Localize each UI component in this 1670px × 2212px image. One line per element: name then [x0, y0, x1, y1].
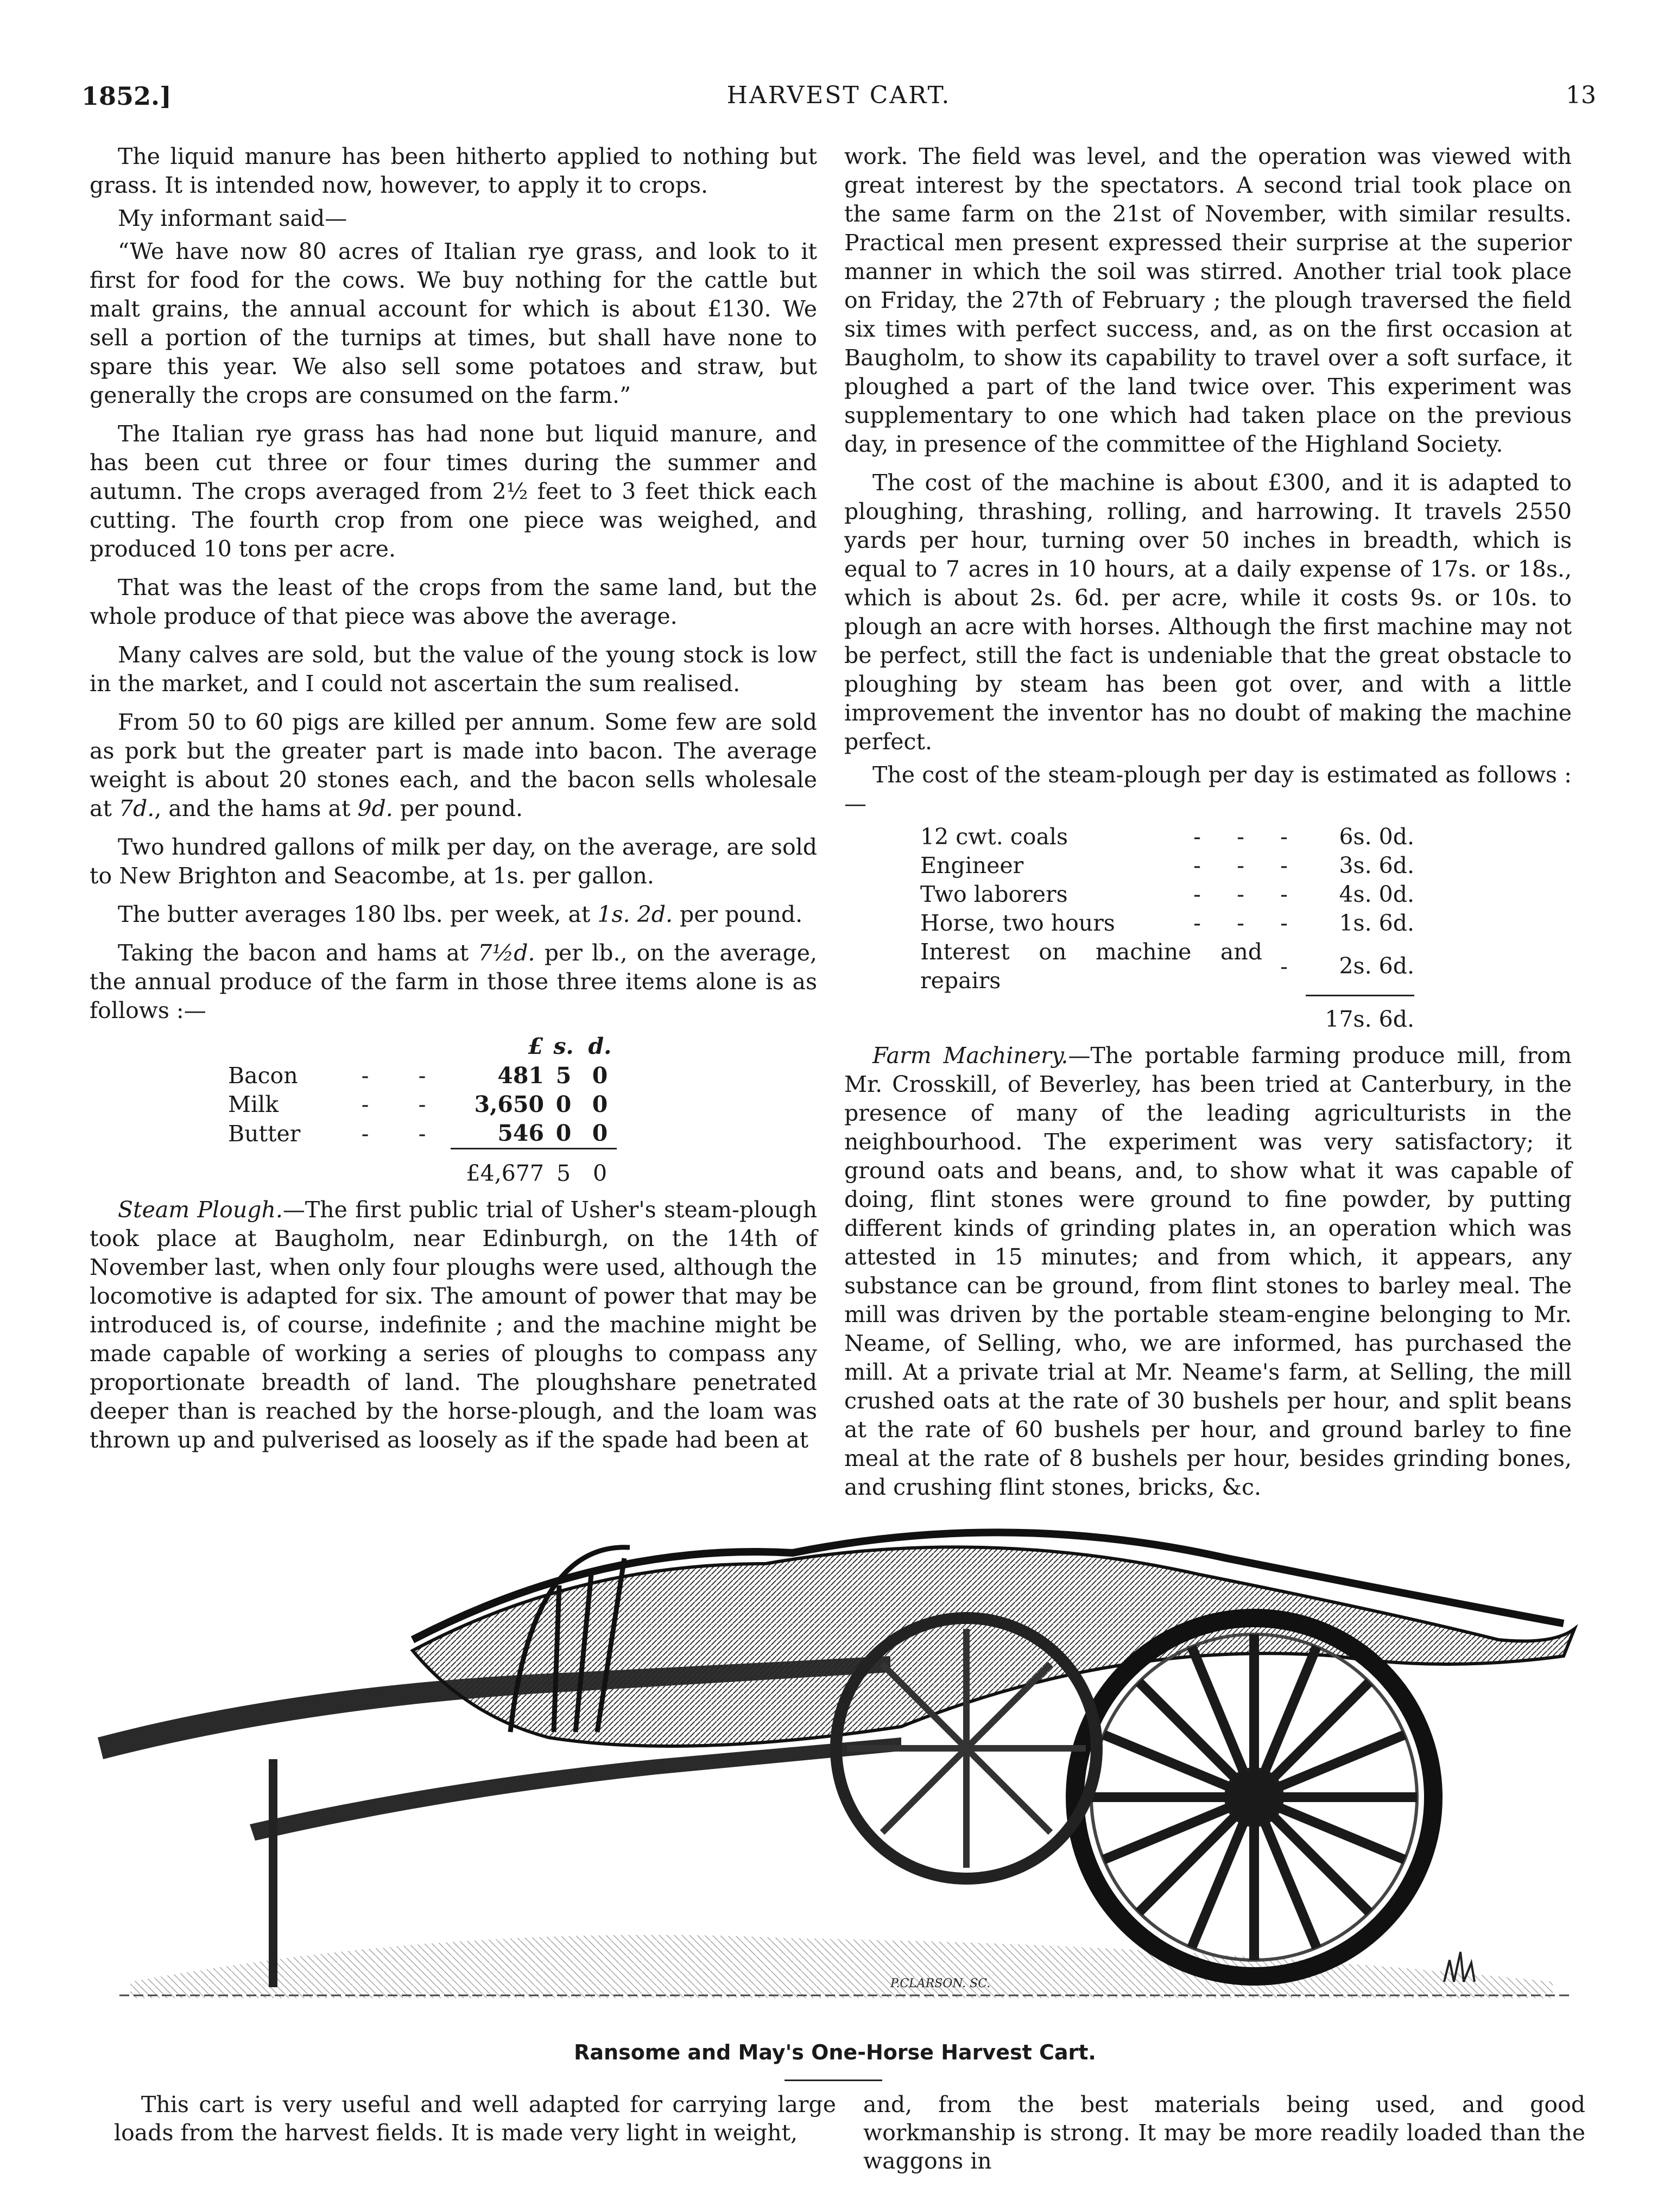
cart-engraving	[87, 1477, 1585, 2020]
paragraph: The Italian rye grass has had none but liquid manure, and has been cut three or four times during the summer and autumn. The crops averaged from 2½ feet to 3 feet thick each cutting. The fourth crop from one piece was weighed, and produced 10 tons per acre.	[90, 421, 817, 562]
produce-table	[228, 1032, 617, 1188]
paragraph: Two hundred gallons of milk per day, on the average, are sold to New Brighton and Seacombe, at 1s. per gallon.	[90, 834, 817, 889]
table-row: Butter - - 546 0 0	[228, 1120, 608, 1147]
column-header-shillings: s.	[553, 1033, 574, 1059]
cart-body	[413, 1547, 1574, 1746]
header-title: HARVEST CART.	[726, 81, 951, 109]
paragraph: Many calves are sold, but the value of the young stock is low in the market, and I could not ascertain the sum realised.	[90, 642, 817, 697]
header-page-number: 13	[1566, 81, 1596, 109]
bottom-right-text: and, from the best materials being used, and good workmanship is strong. It may be more readily loaded than the waggons in	[863, 2091, 1585, 2174]
cost-table	[920, 823, 1414, 1034]
quote-paragraph: “We have now 80 acres of Italian rye grass, and look to it first for food for the cows. We buy nothing for the cattle but malt grains, the annual account for which is about £130. We sell a portion of the turnips at times, but shall have none to spare this year. We also sell some potatoes and straw, but generally the crops are consumed on the farm.”	[90, 238, 817, 408]
cart-wheel-large	[1075, 1618, 1433, 1976]
figure-caption: Ransome and May's One-Horse Harvest Cart.	[574, 2040, 1096, 2064]
table-header-row	[228, 1032, 617, 1061]
table-row: Engineer - - - 3s. 6d.	[920, 852, 1414, 879]
cart-wheel-far	[836, 1618, 1097, 1879]
table-total-row: 17s. 6d.	[920, 995, 1414, 1034]
paragraph-steam-plough: Steam Plough.—The first public trial of Usher's steam-plough took place at Baugholm, near Edinburgh, on the 14th of November last, when only four ploughs were used, although the locomotive is adapted for six. The amount of power that may be introduced is, of course, indefinite ; and the machine might be made capable of working a series of ploughs to compass any proportionate breadth of land. The ploughshare penetrated deeper than is reached by the horse-plough, and the loam was thrown up and pulverised as loosely as if the spade had been at	[90, 1197, 817, 1453]
running-header	[81, 81, 1596, 119]
paragraph-farm-machinery: Farm Machinery.—The portable farming produce mill, from Mr. Crosskill, of Beverley, has been tried at Canterbury, in the presence of many of the leading agriculturists in the neighbourhood. The experiment was very satisfactory; it ground oats and beans, and, to show what it was capable of doing, flint stones were ground to fine powder, by putting different kinds of grinding plates in, an operation which was attested in 15 minutes; and from which, it appears, any substance can be ground, from flint stones to barley meal. The mill was driven by the portable steam-engine belonging to Mr. Neame, of Selling, who, we are informed, has purchased the mill. At a private trial at Mr. Neame's farm, at Selling, the mill crushed oats at the rate of 30 bushels per hour, and split beans at the rate of 60 bushels per hour, and ground barley to fine meal at the rate of 8 bushels per hour, besides grinding bones, and crushing flint stones, bricks, &c.	[844, 1042, 1572, 1500]
section-title: Steam Plough.	[118, 1197, 283, 1223]
header-year: 1852.]	[81, 81, 172, 111]
column-header-pence: d.	[588, 1033, 612, 1059]
table-total-row: £4,677 5 0	[228, 1149, 617, 1189]
table-row: Bacon - - 481 5 0	[228, 1063, 608, 1089]
table-row: Horse, two hours - - - 1s. 6d.	[920, 910, 1414, 936]
harvest-cart-illustration	[87, 1477, 1585, 2020]
engraver-signature: P.CLARSON. SC.	[890, 1977, 991, 1990]
table-row: 12 cwt. coals - - - 6s. 0d.	[920, 824, 1414, 850]
paragraph: work. The field was level, and the operation was viewed with great interest by the spectators. A second trial took place on the same farm on the 21st of November, with similar results. Practical men present expressed their surprise at the superior manner in which the soil was stirred. Another trial took place on Friday, the 27th of February ; the plough traversed the field six times with perfect success, and, as on the first occasion at Baugholm, to show its capability to travel over a soft surface, it ploughed a part of the land twice over. This experiment was supplementary to one which had taken place on the previous day, in presence of the committee of the Highland Society.	[844, 143, 1572, 457]
paragraph: Taking the bacon and hams at 7½d. per lb., on the average, the annual produce of the farm in those three items alone is as follows :—	[90, 940, 817, 1023]
paragraph: My informant said—	[118, 205, 347, 231]
paragraph: The cost of the steam-plough per day is estimated as follows :—	[844, 762, 1572, 817]
cart-shaft	[250, 1737, 901, 1841]
cart-prop-leg	[269, 1759, 277, 1987]
paragraph: That was the least of the crops from the same land, but the whole produce of that piece was above the average.	[90, 574, 817, 629]
paragraph: The cost of the machine is about £300, and it is adapted to ploughing, thrashing, rolling, and harrowing. It travels 2550 yards per hour, turning over 50 inches in breadth, which is equal to 7 acres in 10 hours, at a daily expense of 17s. or 18s., which is about 2s. 6d. per acre, while it costs 9s. or 10s. to plough an acre with horses. Although the first machine may not be perfect, still the fact is undeniable that the great obstacle to ploughing by steam has been got over, and with a little improvement the inventor has no doubt of making the machine perfect.	[844, 470, 1572, 755]
left-column	[90, 142, 817, 1459]
section-title: Farm Machinery.	[872, 1042, 1068, 1069]
table-row: Two laborers - - - 4s. 0d.	[920, 881, 1414, 907]
caption-rule	[785, 2080, 882, 2081]
table-row: Milk - - 3,650 0 0	[228, 1091, 608, 1117]
right-column	[844, 142, 1572, 1506]
paragraph: From 50 to 60 pigs are killed per annum. Some few are sold as pork but the greater part is made into bacon. The average weight is about 20 stones each, and the bacon sells wholesale at 7d., and the hams at 9d. per pound.	[90, 709, 817, 821]
table-row: Interest on machine and repairs - 2s. 6d.	[920, 939, 1414, 994]
bottom-left-text: This cart is very useful and well adapted for carrying large loads from the harvest fields. It is made very light in weight,	[114, 2091, 836, 2146]
column-header-pounds: £	[528, 1033, 543, 1059]
paragraph: The butter averages 180 lbs. per week, at 1s. 2d. per pound.	[118, 901, 803, 927]
paragraph: The liquid manure has been hitherto applied to nothing but grass. It is intended now, however, to apply it to crops.	[90, 143, 817, 198]
